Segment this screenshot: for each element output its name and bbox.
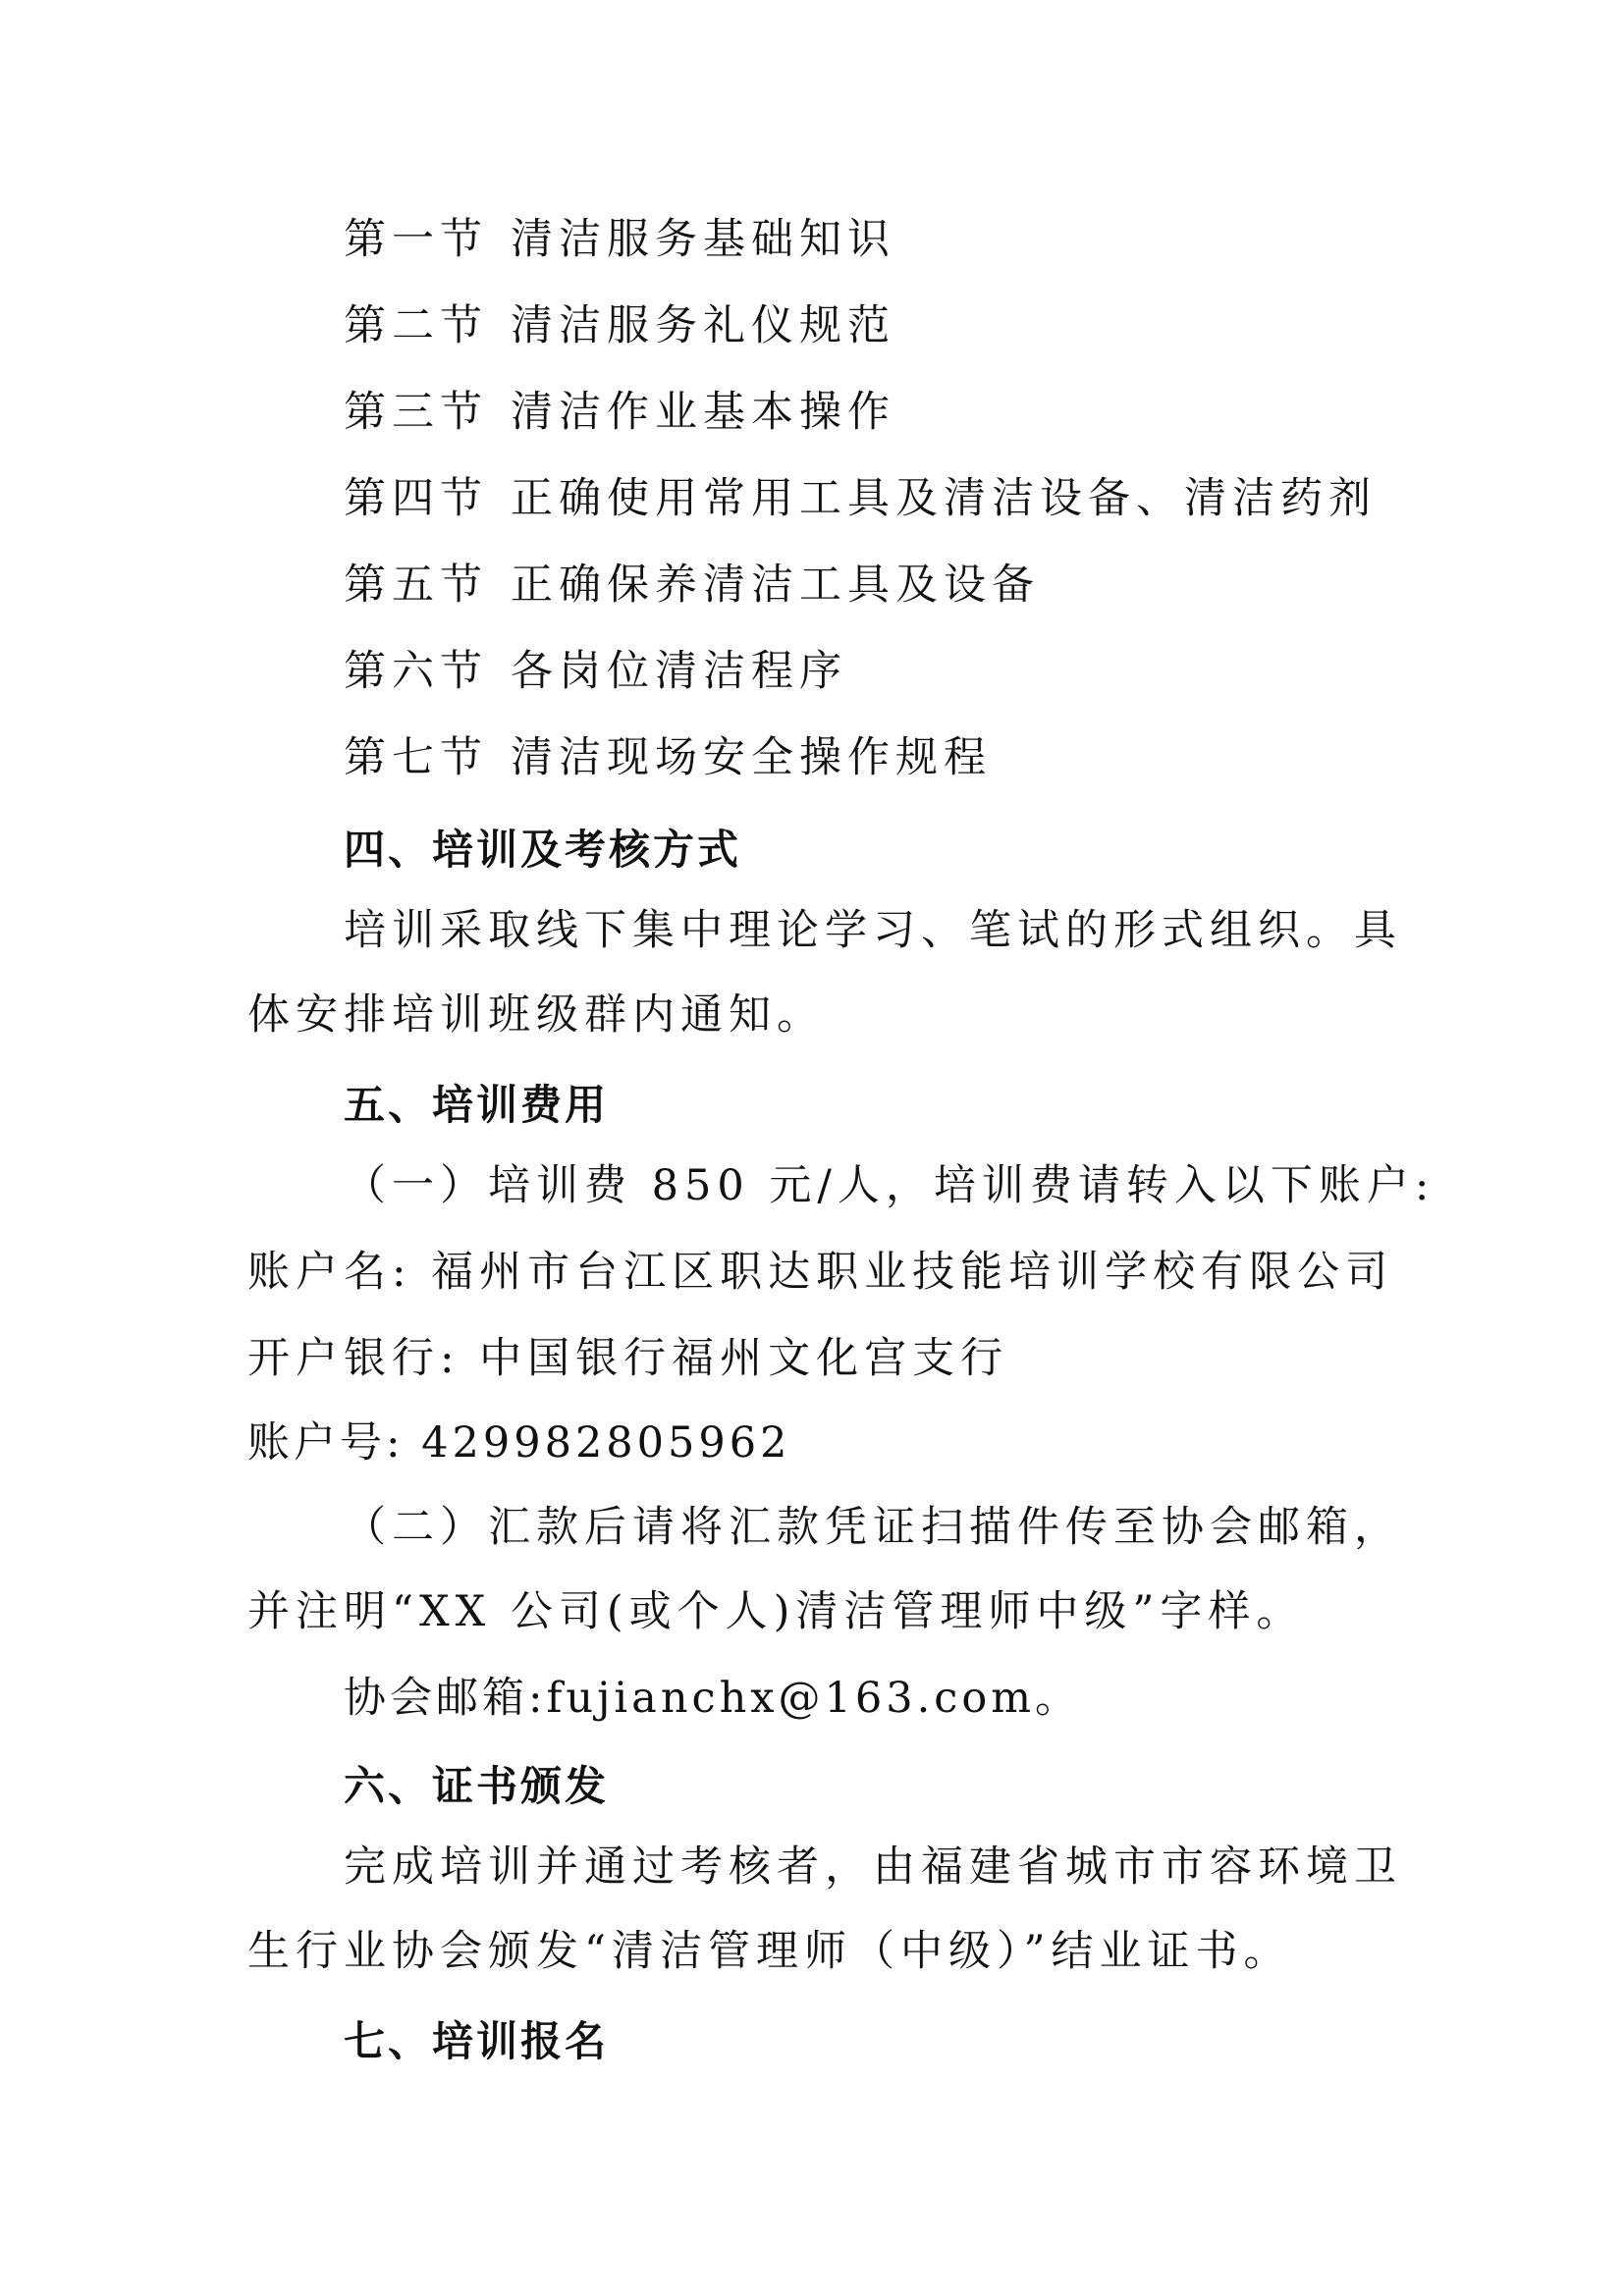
section-title: 清洁服务礼仪规范: [511, 301, 895, 350]
section-number: 第七节: [344, 733, 488, 782]
section-title: 清洁服务基础知识: [511, 215, 895, 264]
bank-line: 开户银行: 中国银行福州文化宫支行: [247, 1334, 1009, 1383]
account-number-line: 账户号: 429982805962: [247, 1418, 791, 1468]
section-number: 第二节: [344, 301, 488, 350]
section-number: 第五节: [344, 561, 488, 610]
paragraph-certificate-line2: 生行业协会颁发“清洁管理师（中级）”结业证书。: [247, 1927, 1292, 1976]
email-line: 协会邮箱:fujianchx@163.com。: [344, 1674, 1082, 1723]
section-item-5: [344, 556, 1040, 614]
remit-line-1: （二）汇款后请将汇款凭证扫描件传至协会邮箱，: [344, 1503, 1402, 1552]
section-item-2: [344, 296, 895, 355]
section-number: 第六节: [344, 647, 488, 696]
fee-line: （一）培训费 850 元/人，培训费请转入以下账户:: [344, 1161, 1435, 1210]
section-item-7: [344, 728, 992, 787]
heading-certificate: 六、证书颁发: [344, 1762, 610, 1810]
heading-registration: 七、培训报名: [344, 2017, 610, 2065]
section-title: 清洁作业基本操作: [511, 388, 895, 437]
section-item-3: [344, 383, 895, 442]
section-number: 第三节: [344, 388, 488, 437]
heading-training-method: 四、培训及考核方式: [344, 826, 742, 874]
section-item-4: [344, 469, 1377, 528]
section-number: 第一节: [344, 215, 488, 264]
section-number: 第四节: [344, 474, 488, 523]
heading-training-fee: 五、培训费用: [344, 1081, 610, 1129]
section-title: 正确保养清洁工具及设备: [511, 561, 1040, 610]
remit-line-2: 并注明“XX 公司(或个人)清洁管理师中级”字样。: [247, 1587, 1305, 1636]
section-item-6: [344, 642, 847, 701]
account-name-line: 账户名: 福州市台江区职达职业技能培训学校有限公司: [247, 1248, 1394, 1297]
section-title: 正确使用常用工具及清洁设备、清洁药剂: [511, 474, 1377, 523]
section-title: 清洁现场安全操作规程: [511, 733, 992, 782]
section-title: 各岗位清洁程序: [511, 647, 847, 696]
section-item-1: [344, 210, 895, 269]
paragraph-certificate-line1: 完成培训并通过考核者，由福建省城市市容环境卫: [344, 1842, 1402, 1892]
paragraph-training-method-line2: 体安排培训班级群内通知。: [247, 990, 825, 1040]
paragraph-training-method-line1: 培训采取线下集中理论学习、笔试的形式组织。具: [344, 906, 1402, 955]
